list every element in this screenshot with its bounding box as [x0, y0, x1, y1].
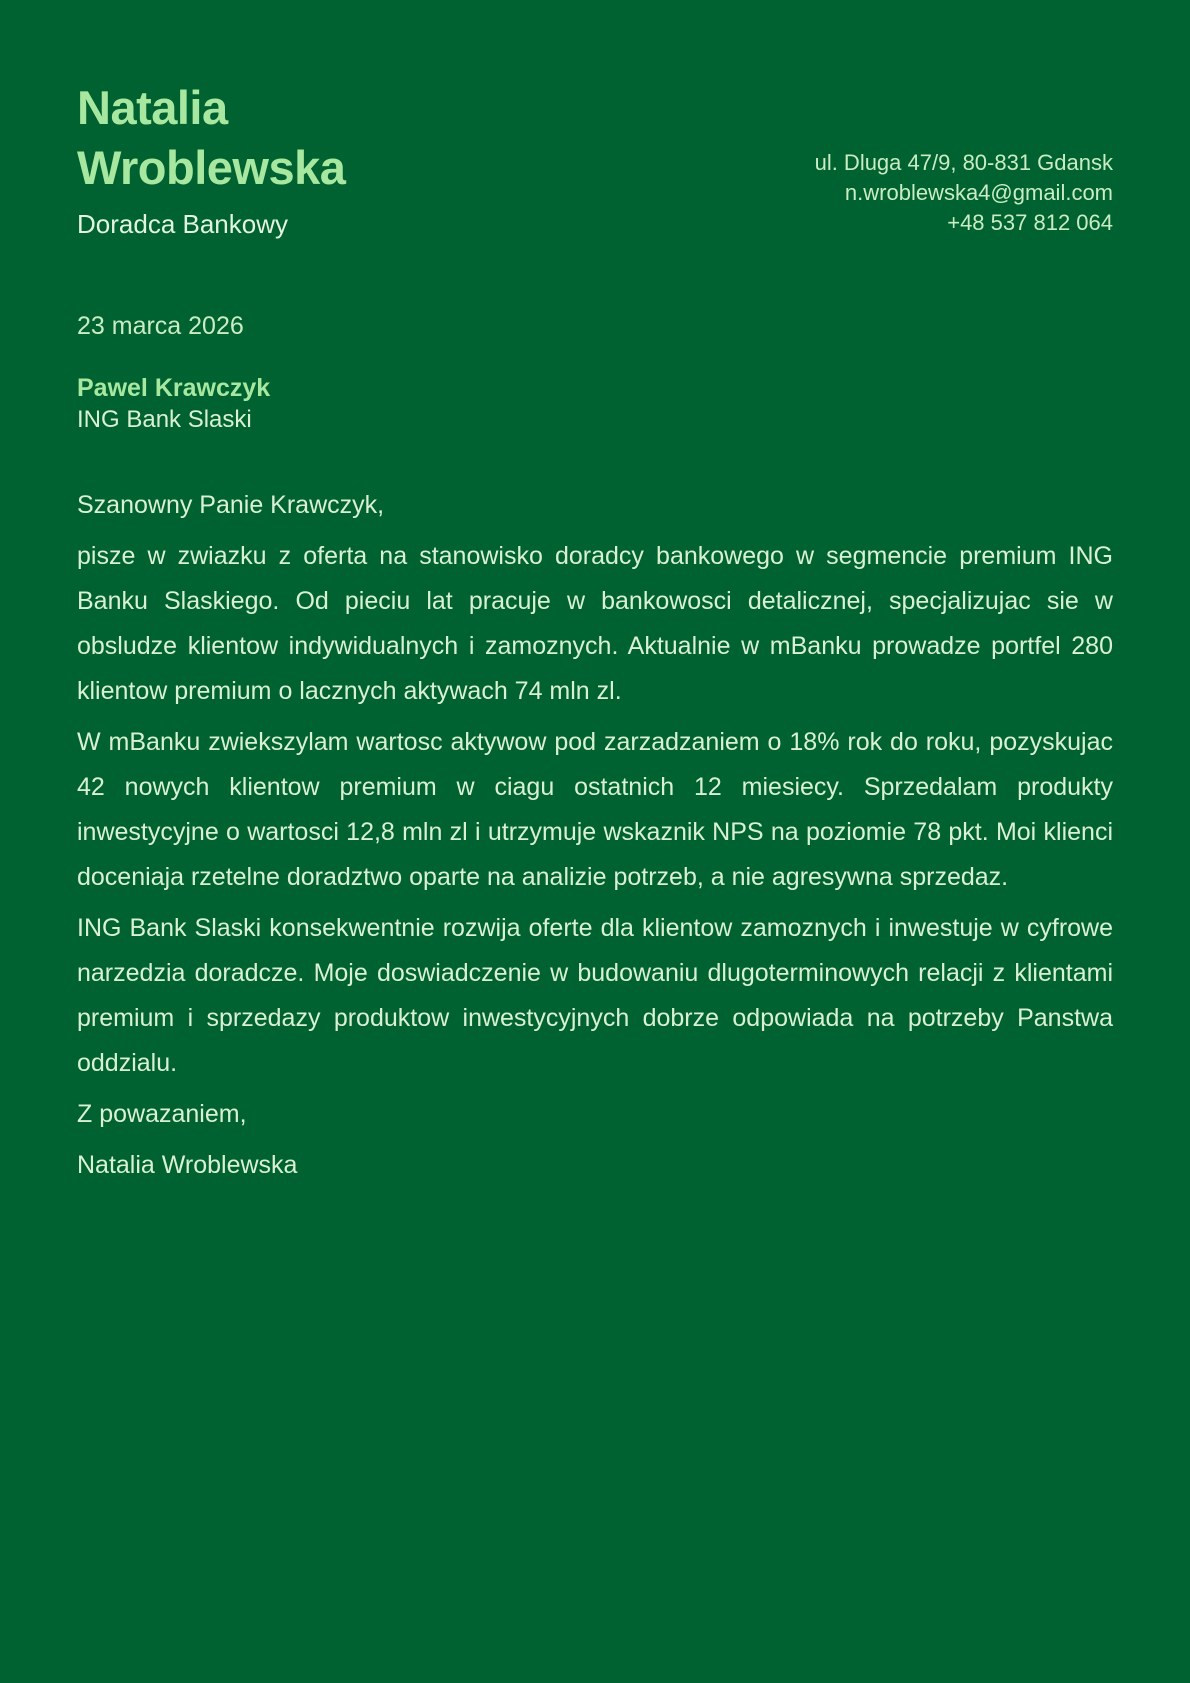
author-name	[77, 78, 345, 198]
contact-email: n.wroblewska4@gmail.com	[844, 180, 1113, 205]
greeting: Szanowny Panie Krawczyk,	[77, 491, 385, 519]
author-first-name: Natalia	[77, 81, 228, 134]
author-block	[77, 78, 345, 240]
paragraph-2: W mBanku zwiekszylam wartosc aktywow pod zarzadzaniem o 18% rok do roku, pozyskujac 42 nowych klientow premium w ciagu ostatnich 12 miesiecy. Sprzedalam produkty inwestycyjne o wartosci 12,8 mln zl i utrzymuje wskaznik NPS na poziomie 78 pkt. Moi klienci doceniaja rzetelne doradztwo oparte na analizie potrzeb, a nie agresywna sprzedaz.	[77, 728, 1113, 891]
recipient-name: Pawel Krawczyk	[77, 374, 271, 402]
contact-address: ul. Dluga 47/9, 80-831 Gdansk	[814, 150, 1113, 175]
contact-block	[815, 148, 1113, 240]
paragraph-3: ING Bank Slaski konsekwentnie rozwija oferte dla klientow zamoznych i inwestuje w cyfrowe narzedzia doradcze. Moje doswiadczenie w budowaniu dlugoterminowych relacji z klientami premium i sprzedazy produktow inwestycyjnych dobrze odpowiada na potrzeby Panstwa oddzialu.	[77, 914, 1113, 1077]
contact-phone: +48 537 812 064	[947, 210, 1113, 235]
paragraph-1: pisze w zwiazku z oferta na stanowisko doradcy bankowego w segmencie premium ING Banku Slaskiego. Od pieciu lat pracuje w bankowosci detalicznej, specjalizujac sie w obsludze klientow indywidualnych i zamoznych. Aktualnie w mBanku prowadze portfel 280 klientow premium o lacznych aktywach 74 mln zl.	[77, 542, 1113, 705]
author-last-name: Wroblewska	[77, 141, 346, 194]
letter-date: 23 marca 2026	[77, 312, 244, 340]
recipient-block	[77, 372, 1113, 435]
author-job-title: Doradca Bankowy	[77, 209, 288, 239]
closing: Z powazaniem,	[77, 1100, 247, 1128]
signature-name: Natalia Wroblewska	[77, 1151, 298, 1179]
recipient-company: ING Bank Slaski	[77, 406, 252, 433]
letter-header	[77, 78, 1113, 240]
